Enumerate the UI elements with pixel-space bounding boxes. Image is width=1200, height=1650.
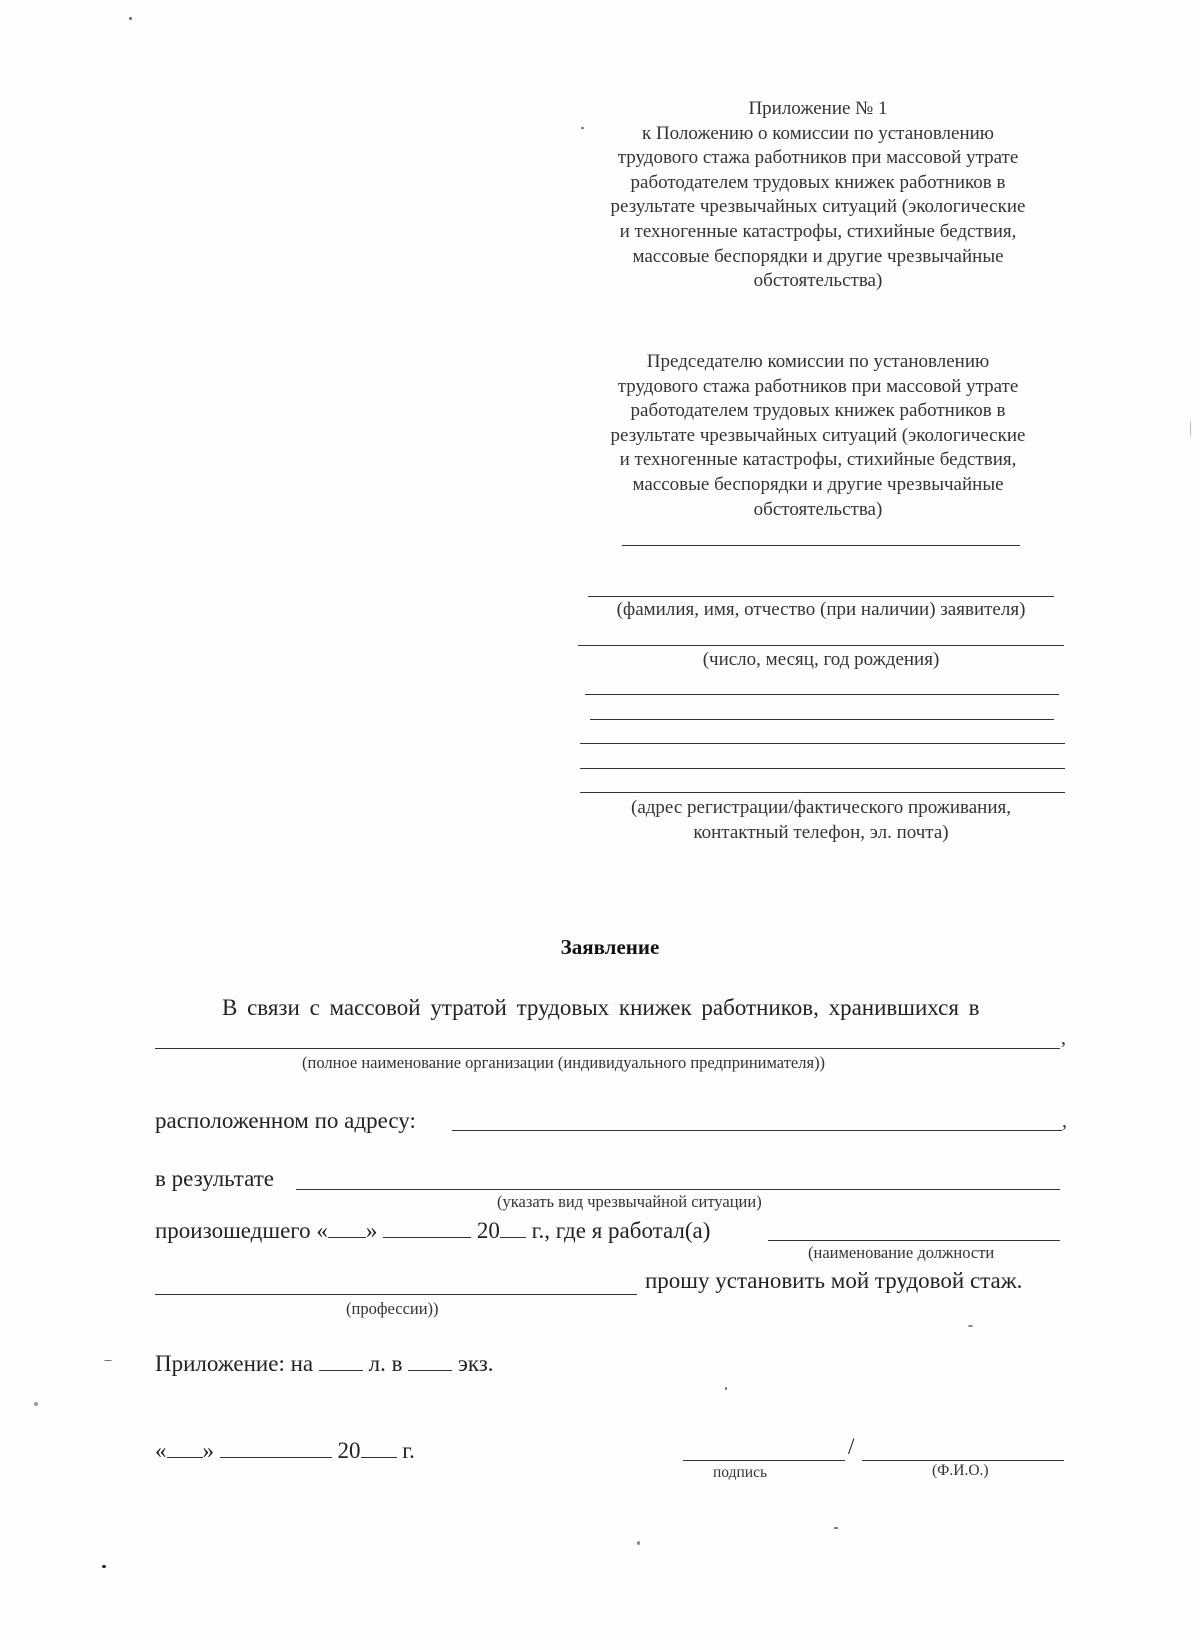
- scan-speck: [725, 1387, 727, 1390]
- applicant-name-caption: (фамилия, имя, отчество (при наличии) заявителя): [616, 599, 1026, 620]
- date-close-quote: »: [202, 1438, 214, 1463]
- signing-day-field[interactable]: [167, 1439, 203, 1458]
- scan-speck: [1190, 420, 1191, 438]
- year-prefix: 20: [476, 1218, 500, 1243]
- comma: ,: [1062, 1110, 1067, 1132]
- fio-caption: (Ф.И.О.): [932, 1462, 989, 1479]
- appendix-line: и техногенные катастрофы, стихийные бедствия,: [619, 220, 1017, 242]
- emergency-caption: (указать вид чрезвычайной ситуации): [497, 1192, 762, 1211]
- quote-close: »: [365, 1218, 378, 1243]
- address-line[interactable]: [590, 719, 1054, 720]
- occurred-label: произошедшего «: [155, 1218, 328, 1243]
- addressee-line: и техногенные катастрофы, стихийные бедствия,: [619, 449, 1017, 471]
- applicant-name-line[interactable]: [588, 596, 1054, 597]
- address-line[interactable]: [580, 768, 1065, 769]
- month-field[interactable]: [383, 1219, 471, 1238]
- address-caption: контактный телефон, эл. почта): [693, 822, 949, 843]
- address-label: расположенном по адресу:: [155, 1108, 416, 1133]
- appendix-line: к Положению о комиссии по установлению: [641, 122, 994, 144]
- profession-line[interactable]: [155, 1294, 637, 1295]
- occurred-tail: г., где я работал(а): [531, 1218, 711, 1243]
- signing-year-prefix: 20: [337, 1438, 361, 1463]
- addressee-line: обстоятельства): [753, 498, 883, 520]
- signature-slash: /: [848, 1434, 855, 1459]
- attachment-line: [155, 1351, 494, 1377]
- addressee-line: массовые беспорядки и другие чрезвычайные: [632, 473, 1004, 495]
- chairman-name-line[interactable]: [622, 545, 1020, 546]
- position-line[interactable]: [768, 1240, 1060, 1241]
- appendix-header: [578, 97, 1058, 294]
- organization-caption: (полное наименование организации (индивидуального предпринимателя)): [302, 1053, 826, 1072]
- addressee-line: работодателем трудовых книжек работников в: [630, 400, 1006, 422]
- organization-address-line[interactable]: [452, 1130, 1062, 1131]
- attachment-copies-label: экз.: [457, 1351, 494, 1376]
- address-caption: (адрес регистрации/фактического проживания,: [631, 797, 1011, 818]
- statement-intro: В связи с массовой утратой трудовых книжек работников, хранившихся в: [222, 995, 980, 1020]
- scan-speck: [581, 127, 584, 129]
- appendix-line: Приложение № 1: [748, 98, 888, 119]
- scan-speck: [637, 1541, 640, 1545]
- attachment-pages-field[interactable]: [319, 1352, 363, 1371]
- address-line[interactable]: [580, 743, 1065, 744]
- position-caption: (наименование должности: [808, 1243, 995, 1262]
- document-title: Заявление: [560, 935, 660, 959]
- birth-date-caption: (число, месяц, год рождения): [702, 649, 940, 670]
- result-label: в результате: [155, 1166, 274, 1191]
- addressee-line: результате чрезвычайных ситуаций (экологические: [610, 424, 1026, 446]
- year-field[interactable]: [500, 1219, 526, 1238]
- signing-date: [155, 1438, 415, 1464]
- occurred-line: [155, 1218, 710, 1244]
- addressee-line: трудового стажа работников при массовой утрате: [617, 375, 1019, 397]
- appendix-line: трудового стажа работников при массовой утрате: [617, 147, 1019, 169]
- birth-date-line[interactable]: [578, 645, 1064, 646]
- signing-year-suffix: г.: [402, 1438, 415, 1463]
- scan-speck: [968, 1325, 973, 1327]
- signature-line[interactable]: [683, 1460, 845, 1461]
- address-line[interactable]: [580, 792, 1065, 793]
- emergency-type-line[interactable]: [296, 1189, 1060, 1190]
- appendix-line: работодателем трудовых книжек работников в: [630, 171, 1006, 193]
- scan-speck: [102, 1565, 106, 1568]
- attachment-pages-label: л. в: [368, 1351, 403, 1376]
- attachment-label: Приложение: на: [155, 1351, 314, 1376]
- signing-month-field[interactable]: [220, 1439, 332, 1458]
- scan-speck: [104, 1360, 112, 1361]
- scan-speck: [834, 1527, 838, 1529]
- scan-speck: [34, 1402, 38, 1406]
- day-field[interactable]: [328, 1219, 366, 1238]
- fio-line[interactable]: [862, 1460, 1064, 1461]
- address-line[interactable]: [585, 694, 1059, 695]
- organization-name-line[interactable]: [155, 1048, 1060, 1049]
- comma: ,: [1061, 1027, 1066, 1049]
- scan-speck: [129, 17, 132, 20]
- addressee-line: Председателю комиссии по установлению: [646, 351, 990, 372]
- signature-caption: подпись: [713, 1464, 768, 1481]
- addressee-block: [578, 350, 1058, 522]
- signing-year-field[interactable]: [361, 1439, 397, 1458]
- appendix-line: массовые беспорядки и другие чрезвычайные: [632, 245, 1004, 267]
- appendix-line: обстоятельства): [753, 270, 883, 292]
- appendix-line: результате чрезвычайных ситуаций (экологические: [610, 196, 1026, 218]
- profession-caption: (профессии)): [346, 1299, 439, 1318]
- request-text: прошу установить мой трудовой стаж.: [645, 1268, 1023, 1293]
- date-open-quote: «: [155, 1438, 167, 1463]
- attachment-copies-field[interactable]: [408, 1352, 452, 1371]
